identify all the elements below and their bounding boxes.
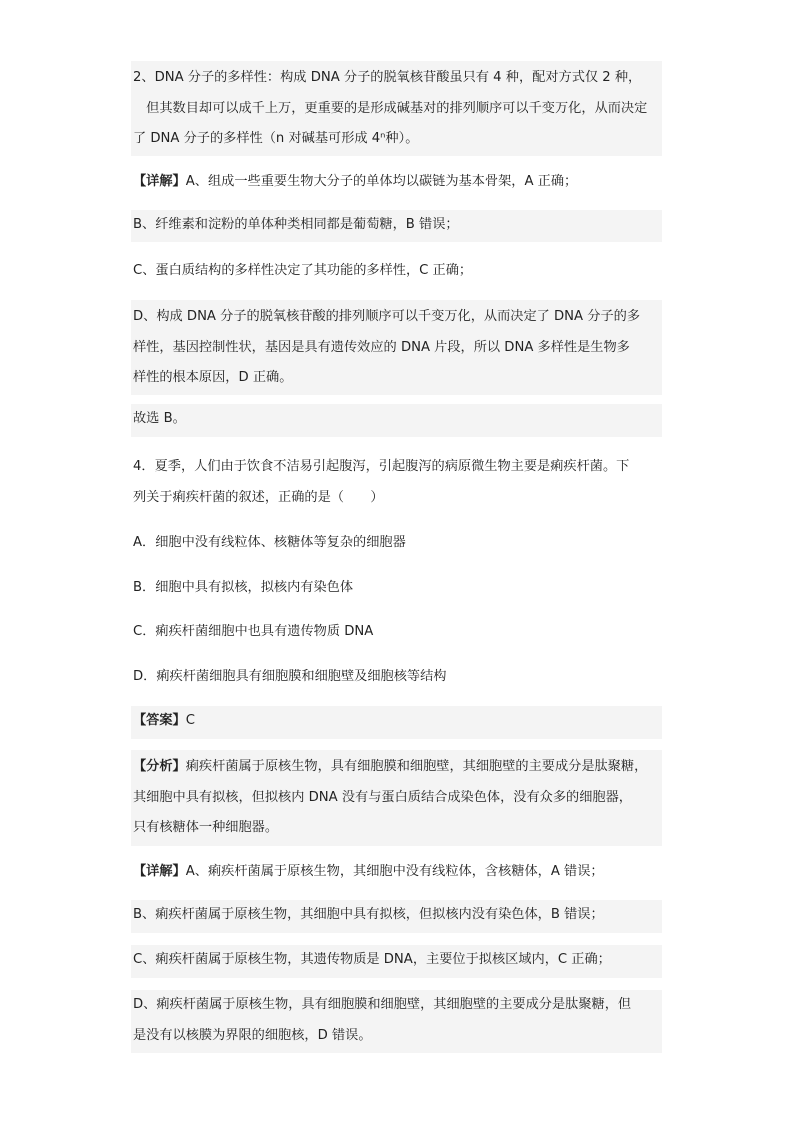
detail-q4-b bbox=[131, 900, 662, 933]
detail-q4-a bbox=[131, 857, 662, 889]
detail-q3-c bbox=[131, 256, 662, 288]
text-line: 样性，基因控制性状，基因是具有遗传效应的 DNA 片段，所以 DNA 多样性是生物多 bbox=[133, 339, 630, 355]
text-line: 只有核糖体一种细胞器。 bbox=[133, 820, 279, 835]
answer-choice-q3 bbox=[131, 404, 662, 437]
detail-text: C、痢疾杆菌属于原核生物，其遗传物质是 DNA，主要位于拟核区域内，C 正确； bbox=[133, 952, 611, 967]
option-text: B．细胞中具有拟核，拟核内有染色体 bbox=[133, 580, 354, 595]
text-line: 了 DNA 分子的多样性（n 对碱基可形成 4ⁿ种）。 bbox=[133, 131, 419, 146]
analysis-label: 【分析】 bbox=[133, 759, 186, 774]
detail-text: B、痢疾杆菌属于原核生物，其细胞中具有拟核，但拟核内没有染色体，B 错误； bbox=[133, 907, 604, 922]
text-line: D、痢疾杆菌属于原核生物，具有细胞膜和细胞壁，其细胞壁的主要成分是肽聚糖，但 bbox=[133, 997, 632, 1012]
detail-q4-d bbox=[131, 990, 662, 1053]
detail-text: A、组成一些重要生物大分子的单体均以碳链为基本骨架，A 正确； bbox=[185, 174, 578, 189]
answer-label: 【答案】 bbox=[133, 713, 186, 728]
analysis-text: 痢疾杆菌属于原核生物，具有细胞膜和细胞壁，其细胞壁的主要成分是肽聚糖， bbox=[185, 759, 648, 774]
text-line: 样性的根本原因，D 正确。 bbox=[133, 370, 293, 385]
detail-q3-d bbox=[131, 300, 662, 395]
answer-q4 bbox=[131, 706, 662, 739]
question-line: 列关于痢疾杆菌的叙述，正确的是（ ） bbox=[133, 489, 384, 505]
question-line: 4．夏季，人们由于饮食不洁易引起腹泻，引起腹泻的病原微生物主要是痢疾杆菌。下 bbox=[133, 459, 630, 474]
detail-text: C、蛋白质结构的多样性决定了其功能的多样性，C 正确； bbox=[133, 263, 473, 278]
option-c bbox=[131, 617, 662, 648]
detail-text: B、纤维素和淀粉的单体种类相同都是葡萄糖，B 错误； bbox=[133, 217, 459, 232]
note-dna-diversity bbox=[131, 61, 662, 156]
option-a bbox=[131, 528, 662, 559]
choice-text: 故选 B。 bbox=[133, 411, 186, 426]
option-d bbox=[131, 662, 662, 693]
option-text: A．细胞中没有线粒体、核糖体等复杂的细胞器 bbox=[133, 535, 406, 550]
analysis-q4 bbox=[131, 750, 662, 846]
detail-text: A、痢疾杆菌属于原核生物，其细胞中没有线粒体，含核糖体，A 错误； bbox=[185, 864, 604, 879]
detail-label: 【详解】 bbox=[133, 174, 186, 189]
text-line: 是没有以核膜为界限的细胞核，D 错误。 bbox=[133, 1027, 372, 1043]
detail-q4-c bbox=[131, 945, 662, 978]
detail-label: 【详解】 bbox=[133, 864, 186, 879]
option-text: C．痢疾杆菌细胞中也具有遗传物质 DNA bbox=[133, 624, 374, 639]
answer-value: C bbox=[185, 713, 195, 728]
detail-q3-b bbox=[131, 210, 662, 242]
question-4 bbox=[131, 452, 662, 515]
option-b bbox=[131, 573, 662, 604]
option-text: D．痢疾杆菌细胞具有细胞膜和细胞壁及细胞核等结构 bbox=[133, 669, 447, 684]
text-line bbox=[133, 752, 662, 783]
text-line: D、构成 DNA 分子的脱氧核苷酸的排列顺序可以千变万化，从而决定了 DNA 分子的多 bbox=[133, 309, 641, 324]
text-line: 2、DNA 分子的多样性：构成 DNA 分子的脱氧核苷酸虽只有 4 种，配对方式仅 2 种， bbox=[133, 70, 642, 85]
text-line: 其细胞中具有拟核，但拟核内 DNA 没有与蛋白质结合成染色体，没有众多的细胞器， bbox=[133, 789, 632, 805]
text-line: 但其数目却可以成千上万，更重要的是形成碱基对的排列顺序可以千变万化，从而决定 bbox=[133, 100, 648, 116]
detail-q3-a bbox=[131, 167, 662, 199]
